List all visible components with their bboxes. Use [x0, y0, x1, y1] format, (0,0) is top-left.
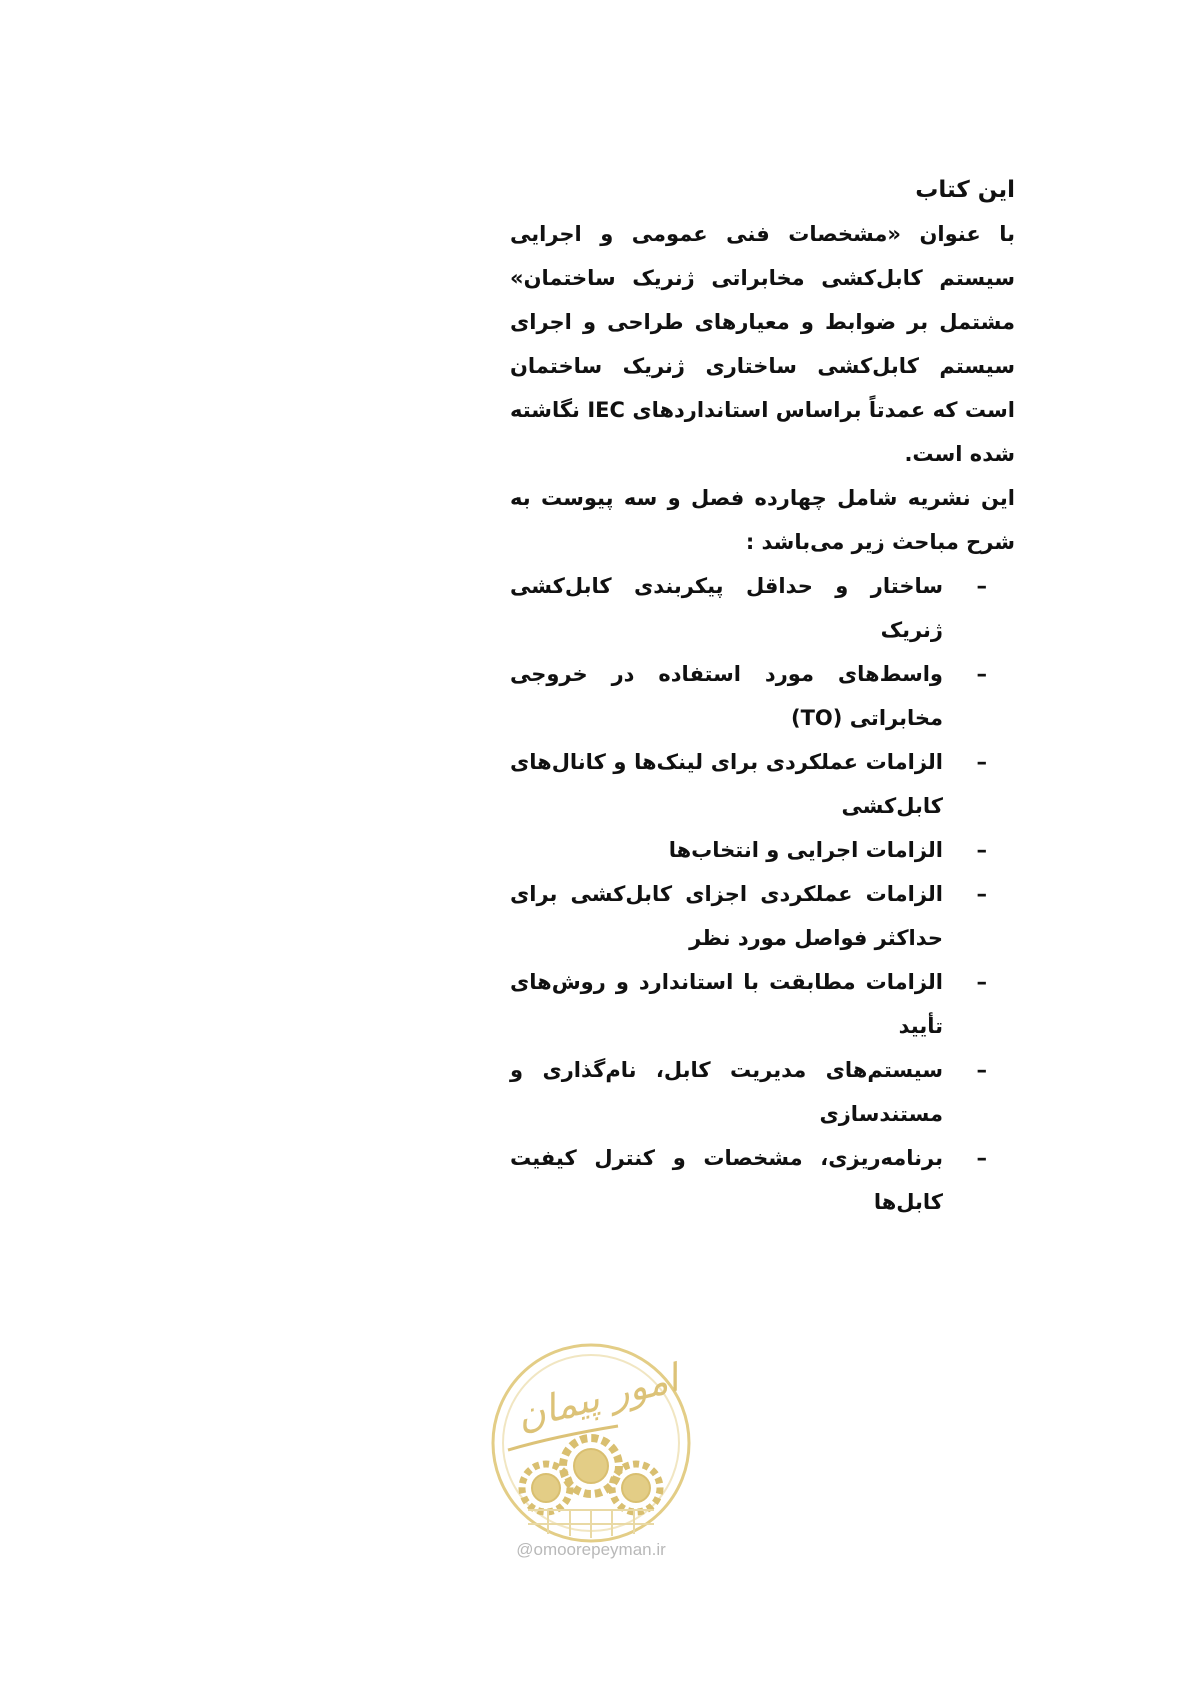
list-marker: – [976, 882, 987, 906]
intro-paragraph: با عنوان «مشخصات فنی عمومی و اجرایی سیستم کابل‌کشی مخابراتی ژنریک ساختمان» مشتمل بر ضوابط و معیارهای طراحی و اجرای سیستم کابل‌کشی ساختاری ژنریک ساختمان است که عمدتاً براساس استانداردهای IEC نگاشته شده است. [510, 222, 1015, 466]
list-item-text: سیستم‌های مدیریت کابل، نام‌گذاری و مستندسازی [510, 1058, 943, 1126]
list-marker: – [976, 838, 987, 862]
list-item [510, 872, 1015, 960]
body-text [510, 168, 1015, 1224]
list-item-text: واسط‌های مورد استفاده در خروجی مخابراتی (TO) [510, 662, 943, 730]
list-marker: – [976, 750, 987, 774]
list-item [510, 652, 1015, 740]
list-item [510, 564, 1015, 652]
list-item-text: الزامات عملکردی اجزای کابل‌کشی برای حداکثر فواصل مورد نظر [510, 882, 943, 950]
list-item-text: الزامات عملکردی برای لینک‌ها و کانال‌های کابل‌کشی [510, 750, 943, 818]
list-item-text: برنامه‌ریزی، مشخصات و کنترل کیفیت کابل‌ها [510, 1146, 943, 1214]
watermark-logo [486, 1338, 696, 1578]
list-item-text: الزامات مطابقت با استاندارد و روش‌های تأیید [510, 970, 943, 1038]
list-marker: – [976, 1058, 987, 1082]
watermark-url-text: omoorepeyman.ir [533, 1540, 666, 1559]
section-heading: این کتاب [915, 177, 1015, 203]
list-marker: – [976, 1146, 987, 1170]
list-item [510, 740, 1015, 828]
list-item [510, 1048, 1015, 1136]
logo-calligraphy: امور پیمان [512, 1355, 683, 1439]
list-item [510, 1136, 1015, 1224]
watermark-url: @omoorepeyman.ir [516, 1540, 666, 1559]
list-item-text: الزامات اجرایی و انتخاب‌ها [668, 838, 943, 862]
list-marker: – [976, 574, 987, 598]
list-item [510, 960, 1015, 1048]
seal-emblem-icon [486, 1338, 696, 1543]
list-marker: – [976, 970, 987, 994]
contents-paragraph: این نشریه شامل چهارده فصل و سه پیوست به شرح مباحث زیر می‌باشد : [510, 486, 1015, 554]
list-marker: – [976, 662, 987, 686]
list-item [510, 828, 1015, 872]
list-item-text: ساختار و حداقل پیکربندی کابل‌کشی ژنریک [510, 574, 943, 642]
topics-list [510, 564, 1015, 1224]
